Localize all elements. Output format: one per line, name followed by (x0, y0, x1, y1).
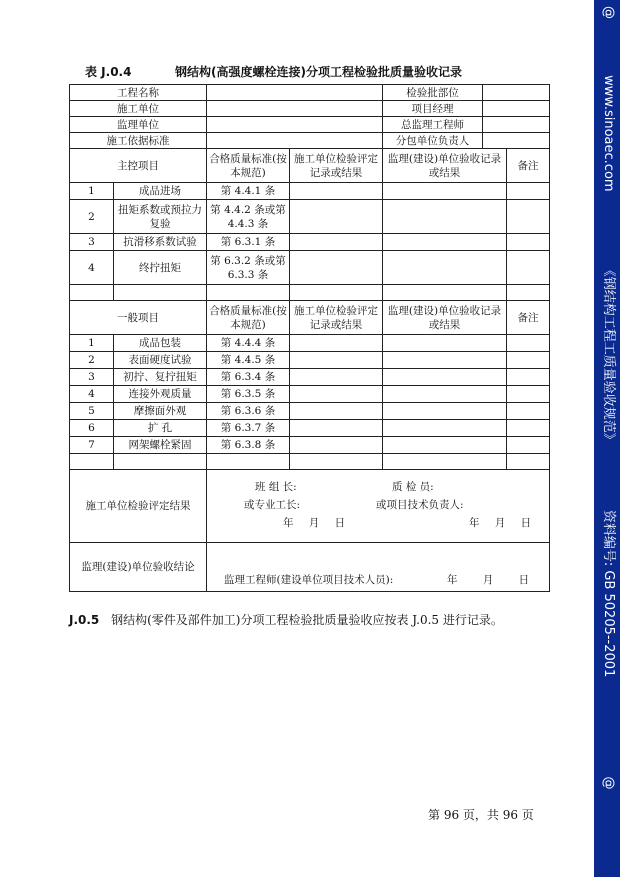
main-col-construction: 施工单位检验评定记录或结果 (290, 149, 383, 183)
inspection-record-table (69, 84, 550, 592)
supervision-cell (383, 234, 507, 251)
item-name: 连接外观质量 (114, 386, 207, 403)
item-name: 摩擦面外观 (114, 403, 207, 420)
team-leader-label: 班 组 长: (255, 481, 297, 493)
table-header (68, 63, 526, 83)
tech-head-label: 或项目技术负责人: (376, 499, 464, 511)
table-row (70, 369, 550, 386)
table-row (70, 183, 550, 200)
project-name-label: 工程名称 (70, 85, 207, 101)
item-name: 初拧、复拧扭矩 (114, 369, 207, 386)
construction-cell (290, 403, 383, 420)
table-row (70, 251, 550, 285)
item-standard: 第 6.3.8 条 (207, 437, 290, 454)
table-row (70, 420, 550, 437)
supervision-cell (383, 369, 507, 386)
remark-cell (507, 386, 550, 403)
item-standard: 第 4.4.2 条或第 4.4.3 条 (207, 200, 290, 234)
item-standard: 第 4.4.5 条 (207, 352, 290, 369)
construction-cell (290, 200, 383, 234)
item-no: 4 (70, 386, 114, 403)
general-col-supervision: 监理(建设)单位验收记录或结果 (383, 301, 507, 335)
sidebar-book: 《钢结构工程工质量验收规范》 (601, 263, 616, 446)
blank-row (70, 285, 550, 301)
item-name: 抗滑移系数试验 (114, 234, 207, 251)
table-row (70, 403, 550, 420)
general-col-standard: 合格质量标准(按本规范) (207, 301, 290, 335)
table-row (70, 437, 550, 454)
table-row (70, 335, 550, 352)
item-standard: 第 4.4.1 条 (207, 183, 290, 200)
sidebar-at-bottom: @ (601, 776, 616, 790)
main-col-supervision: 监理(建设)单位验收记录或结果 (383, 149, 507, 183)
construction-cell (290, 386, 383, 403)
item-name: 表面硬度试验 (114, 352, 207, 369)
table-number: 表 J.0.4 (85, 65, 132, 79)
supervision-unit-label: 监理单位 (70, 117, 207, 133)
construction-cell (290, 234, 383, 251)
supervision-cell (383, 251, 507, 285)
standard-label: 施工依据标准 (70, 133, 207, 149)
item-name: 扭矩系数或预拉力复验 (114, 200, 207, 234)
subcontractor-label: 分包单位负责人 (383, 133, 483, 149)
remark-cell (507, 234, 550, 251)
construction-signoff-label: 施工单位检验评定结果 (70, 470, 207, 543)
project-manager-value (483, 101, 550, 117)
supervision-cell (383, 403, 507, 420)
item-no: 2 (70, 352, 114, 369)
chief-engineer-value (483, 117, 550, 133)
main-section-label: 主控项目 (70, 149, 207, 183)
construction-cell (290, 352, 383, 369)
item-no: 2 (70, 200, 114, 234)
item-no: 5 (70, 403, 114, 420)
item-no: 7 (70, 437, 114, 454)
standard-value (207, 133, 383, 149)
sidebar-text (601, 6, 620, 789)
quality-inspector-label: 质 检 员: (392, 481, 434, 493)
general-header-row (70, 301, 550, 335)
remark-cell (507, 403, 550, 420)
item-standard: 第 6.3.5 条 (207, 386, 290, 403)
main-col-standard: 合格质量标准(按本规范) (207, 149, 290, 183)
item-standard: 第 6.3.2 条或第 6.3.3 条 (207, 251, 290, 285)
supervision-cell (383, 420, 507, 437)
clause-text: 钢结构(零件及部件加工)分项工程检验批质量验收应按表 J.0.5 进行记录。 (111, 613, 503, 627)
item-no: 3 (70, 369, 114, 386)
supervision-signoff-label: 监理(建设)单位验收结论 (70, 543, 207, 592)
remark-cell (507, 335, 550, 352)
construction-unit-label: 施工单位 (70, 101, 207, 117)
supervision-sign-label: 监理工程师(建设单位项目技术人员): (224, 574, 394, 586)
sidebar-at-top: @ (601, 6, 616, 19)
project-name-value (207, 85, 383, 101)
construction-cell (290, 251, 383, 285)
supervision-signoff-area (207, 543, 550, 592)
item-no: 1 (70, 335, 114, 352)
item-no: 6 (70, 420, 114, 437)
remark-cell (507, 369, 550, 386)
sidebar-doc-no: 资料编号: GB 50205--2001 (601, 509, 616, 678)
sidebar-site: www.sinoaec.com (601, 75, 616, 192)
construction-date-right: 年 月 日 (469, 517, 532, 529)
item-name: 成品进场 (114, 183, 207, 200)
general-col-remark: 备注 (507, 301, 550, 335)
construction-cell (290, 437, 383, 454)
item-standard: 第 6.3.6 条 (207, 403, 290, 420)
construction-unit-value (207, 101, 383, 117)
item-name: 网架螺栓紧固 (114, 437, 207, 454)
table-row (70, 352, 550, 369)
remark-cell (507, 183, 550, 200)
construction-cell (290, 335, 383, 352)
main-col-remark: 备注 (507, 149, 550, 183)
item-name: 终拧扭矩 (114, 251, 207, 285)
table-row (70, 386, 550, 403)
info-row (70, 117, 550, 133)
item-no: 4 (70, 251, 114, 285)
remark-cell (507, 437, 550, 454)
construction-cell (290, 420, 383, 437)
construction-signoff-area (207, 470, 550, 543)
clause-number: J.0.5 (69, 613, 100, 627)
remark-cell (507, 352, 550, 369)
batch-location-label: 检验批部位 (383, 85, 483, 101)
remark-cell (507, 251, 550, 285)
supervision-cell (383, 335, 507, 352)
item-standard: 第 4.4.4 条 (207, 335, 290, 352)
construction-cell (290, 183, 383, 200)
table-row (70, 200, 550, 234)
construction-signoff-row (70, 470, 550, 543)
info-row (70, 101, 550, 117)
supervision-cell (383, 200, 507, 234)
supervision-date: 年 月 日 (447, 574, 530, 586)
foreman-label: 或专业工长: (244, 499, 301, 511)
supervision-cell (383, 437, 507, 454)
table-row (70, 234, 550, 251)
main-header-row (70, 149, 550, 183)
item-no: 1 (70, 183, 114, 200)
item-name: 扩 孔 (114, 420, 207, 437)
sidebar-banner (594, 0, 620, 877)
project-manager-label: 项目经理 (383, 101, 483, 117)
table-title: 钢结构(高强度螺栓连接)分项工程检验批质量验收记录 (175, 65, 462, 79)
supervision-signoff-row (70, 543, 550, 592)
item-standard: 第 6.3.4 条 (207, 369, 290, 386)
info-row (70, 85, 550, 101)
construction-cell (290, 369, 383, 386)
general-section-label: 一般项目 (70, 301, 207, 335)
supervision-cell (383, 183, 507, 200)
subcontractor-value (483, 133, 550, 149)
construction-date-left: 年 月 日 (283, 517, 346, 529)
blank-row (70, 454, 550, 470)
item-standard: 第 6.3.1 条 (207, 234, 290, 251)
supervision-cell (383, 352, 507, 369)
item-no: 3 (70, 234, 114, 251)
item-name: 成品包装 (114, 335, 207, 352)
supervision-unit-value (207, 117, 383, 133)
info-row (70, 133, 550, 149)
general-col-construction: 施工单位检验评定记录或结果 (290, 301, 383, 335)
supervision-cell (383, 386, 507, 403)
item-standard: 第 6.3.7 条 (207, 420, 290, 437)
chief-engineer-label: 总监理工程师 (383, 117, 483, 133)
remark-cell (507, 420, 550, 437)
batch-location-value (483, 85, 550, 101)
clause-note (69, 611, 503, 628)
remark-cell (507, 200, 550, 234)
page-number: 第 96 页，共 96 页 (428, 808, 534, 822)
